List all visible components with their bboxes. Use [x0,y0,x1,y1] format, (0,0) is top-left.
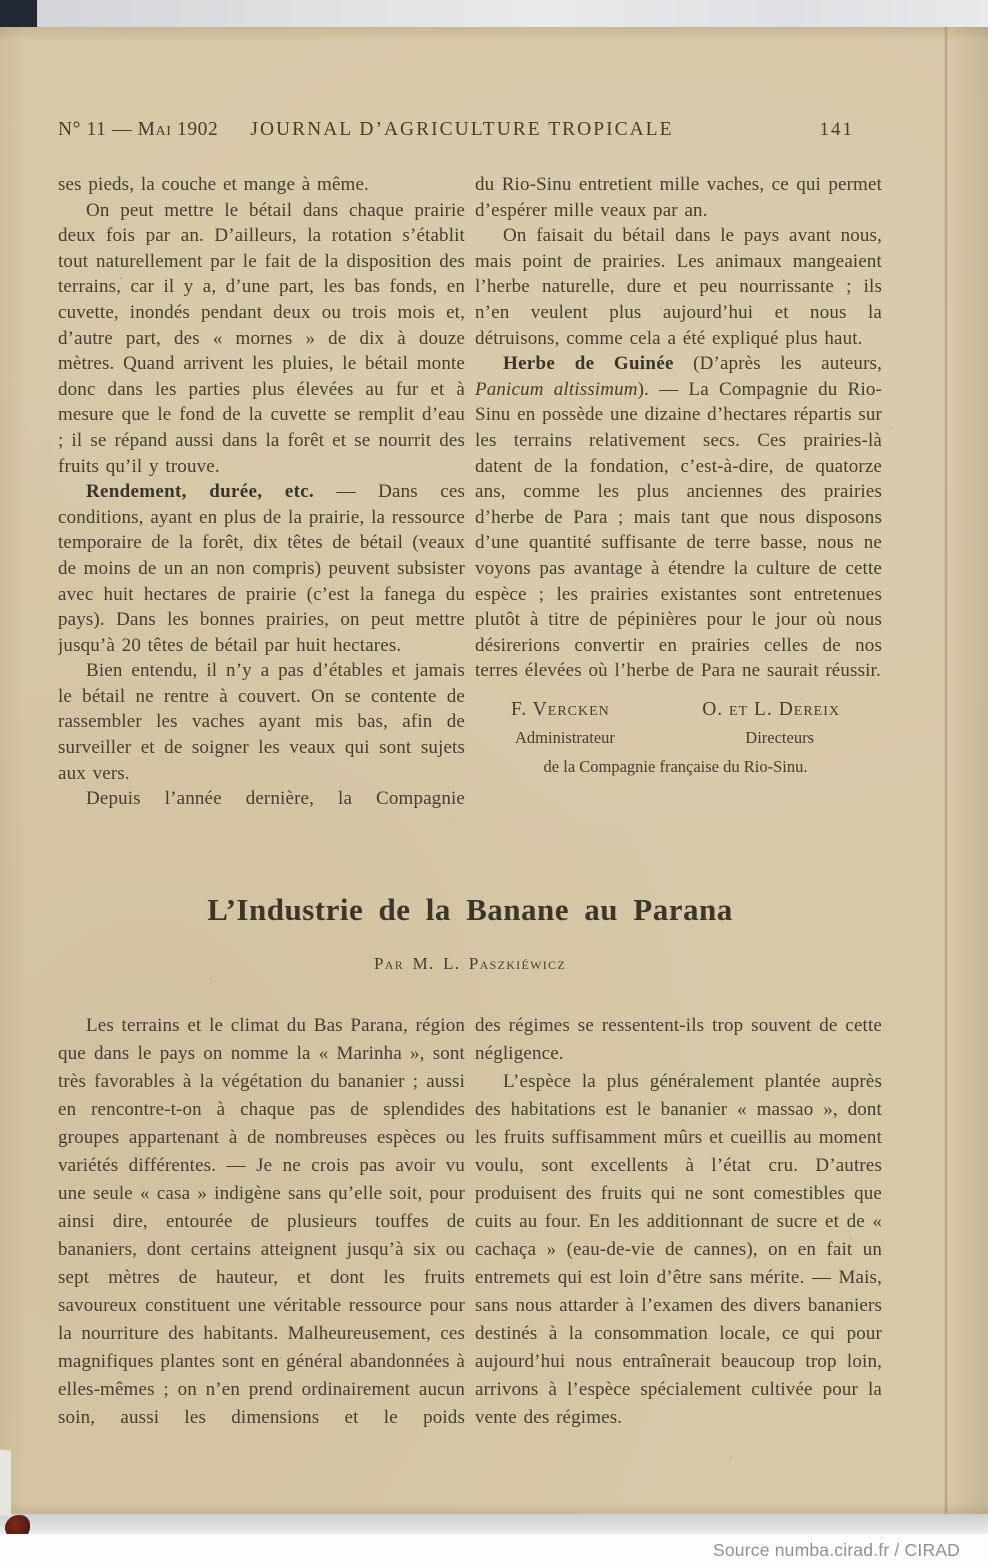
signature-role-left: Administrateur [515,728,615,748]
page-number: 141 [819,119,854,140]
issue-label: N° 11 — Mai 1902 [58,119,219,140]
paragraph: des régimes se ressentent-ils trop souvent de cette négligence. [475,1015,882,1064]
right-column [475,1012,882,1467]
signature-block [475,697,882,780]
paragraph [58,479,465,658]
source-credit: Source numba.cirad.fr / CIRAD [713,1539,960,1560]
paragraph: L’espèce la plus généralement plantée auprès des habitations est le bananier « massao », dont les fruits suffisamment mûrs et cueillis au moment voulu, sont excellents à l’état cru. D’autres produisent des fruits qui ne sont comestibles que cuits au four. En les additionnant de sucre et de « cachaça » (eau-de-vie de cannes), on en fait un entremets qui est loin d’être sans mérite. — Mais, sans nous attarder à l’examen des divers bananiers destinés à la consommation locale, ce qui pour aujourd’hui nous entraînerait beaucoup trop loin, arrivons à l’espèce spécialement cultivée pour la vente des régimes. [475,1071,882,1428]
paragraph-lead: Rendement, durée, etc. [86,481,315,503]
signature-roles [511,722,840,751]
article-title: L’Industrie de la Banane au Parana [207,892,733,927]
scan-edge-left [0,1449,11,1516]
scan-corner-mark [0,0,37,28]
signature-name-right: O. et L. Dereix [702,698,840,720]
page-right-edge [946,27,988,1514]
cattle-article-columns [58,172,882,872]
page-crease [944,27,948,1514]
source-bar [0,1534,988,1566]
signature-name-left: F. Vercken [511,698,610,720]
left-column [58,1012,465,1467]
paragraph: ses pieds, la couche et mange à même. [58,174,369,195]
banana-article-columns [58,1012,882,1467]
left-column [58,172,465,872]
signature-role-right: Directeurs [745,728,814,748]
journal-title: JOURNAL D’AGRICULTURE TROPICALE [250,119,674,140]
signature-names [511,697,840,723]
paragraph: Bien entendu, il n’y a pas d’étables et jamais le bétail ne rentre à couvert. On se contente de rassembler les vaches ayant mis bas, afin de surveiller et de soigner les veaux qui sont sujets aux vers. [58,660,465,784]
scan-edge-top [0,0,988,27]
paragraph-text: — Dans ces conditions, ayant en plus de la prairie, la ressource temporaire de la forêt, dix têtes de bétail (veaux de moins de un an non compris) peuvent subsister avec huit hectares de prairie (c’est la fanega du pays). Dans les bonnes prairies, on peut mettre jusqu’à 20 têtes de bétail par huit hectares. [58,481,466,656]
species-name: Panicum altissimum [475,378,638,400]
signature-organization: de la Compagnie française du Rio-Sinu. [543,757,808,777]
paragraph: Les terrains et le climat du Bas Parana, région que dans le pays on nomme la « Marinha », sont très favorables à la végétation du bananier ; aussi en rencontre-t-on à chaque pas de splendides groupes appartenant à de nombreuses espèces ou variétés différentes. — Je ne crois pas avoir vu une seule « casa » indigène sans qu’elle soit, pour ainsi dire, entourée de plusieurs touffes de bananiers, dont certains atteignent jusqu’à six ou sept mètres de hauteur, et dont les fruits savoureux constituent une véritable ressource pour la nourriture des habitants. Malheureusement, ces magnifiques plantes sont en général abandonnées à elles-mêmes ; on n’en prend ordinairement aucun soin, aussi les dimensions et le poids [58,1015,465,1428]
paragraph: On faisait du bétail dans le pays avant nous, mais point de prairies. Les animaux mangeaient l’herbe naturelle, dure et peu nourrissante ; ils n’en veulent plus aujourd’hui et nous la détruisons, comme cela a été expliqué plus haut. [475,225,882,349]
journal-page [0,27,988,1514]
paragraph-text: ). — La Compagnie du Rio-Sinu en possède une dizaine d’hectares répartis sur les terrains relativement secs. Ces prairies-là datent de la fondation, c’est-à-dire, de quatorze ans, comme les plus anciennes des prairies d’herbe de Para ; mais tant que nous disposons d’une quantité suffisante de terre basse, nous ne voyons pas avantage à étendre la culture de cette espèce ; les prairies existantes sont entretenues plutôt à titre de pépinières pour le jour où nous désirerions convertir en prairies celles de nos terres élevées où l’herbe de Para ne saurait réussir. [475,378,882,682]
scan-edge-bottom [0,1514,988,1534]
paragraph [475,351,882,684]
paragraph: On peut mettre le bétail dans chaque prairie deux fois par an. D’ailleurs, la rotation s’établit tout naturellement par le fait de la disposition des terrains, car il y a, d’une part, les bas fonds, en cuvette, inondés pendant deux ou trois mois et, d’autre part, des « mornes » de dix à douze mètres. Quand arrivent les pluies, le bétail monte donc dans les parties plus élevées au fur et à mesure que le fond de la cuvette se remplit d’eau ; il se répand aussi dans la forêt et se nourrit des fruits qu’il y trouve. [58,199,465,477]
page-header [58,119,882,141]
paragraph-text: (D’après les auteurs, [673,353,882,375]
article-heading [58,893,882,974]
article-byline: Par M. L. Paszkiéwicz [374,954,566,973]
right-column [475,172,882,872]
paragraph: du Rio-Sinu entretient mille vaches, ce qui permet d’espérer mille veaux par an. [475,174,882,221]
paragraph-lead: Herbe de Guinée [503,353,674,375]
paragraph: Depuis l’année dernière, la Compagnie [86,788,465,810]
